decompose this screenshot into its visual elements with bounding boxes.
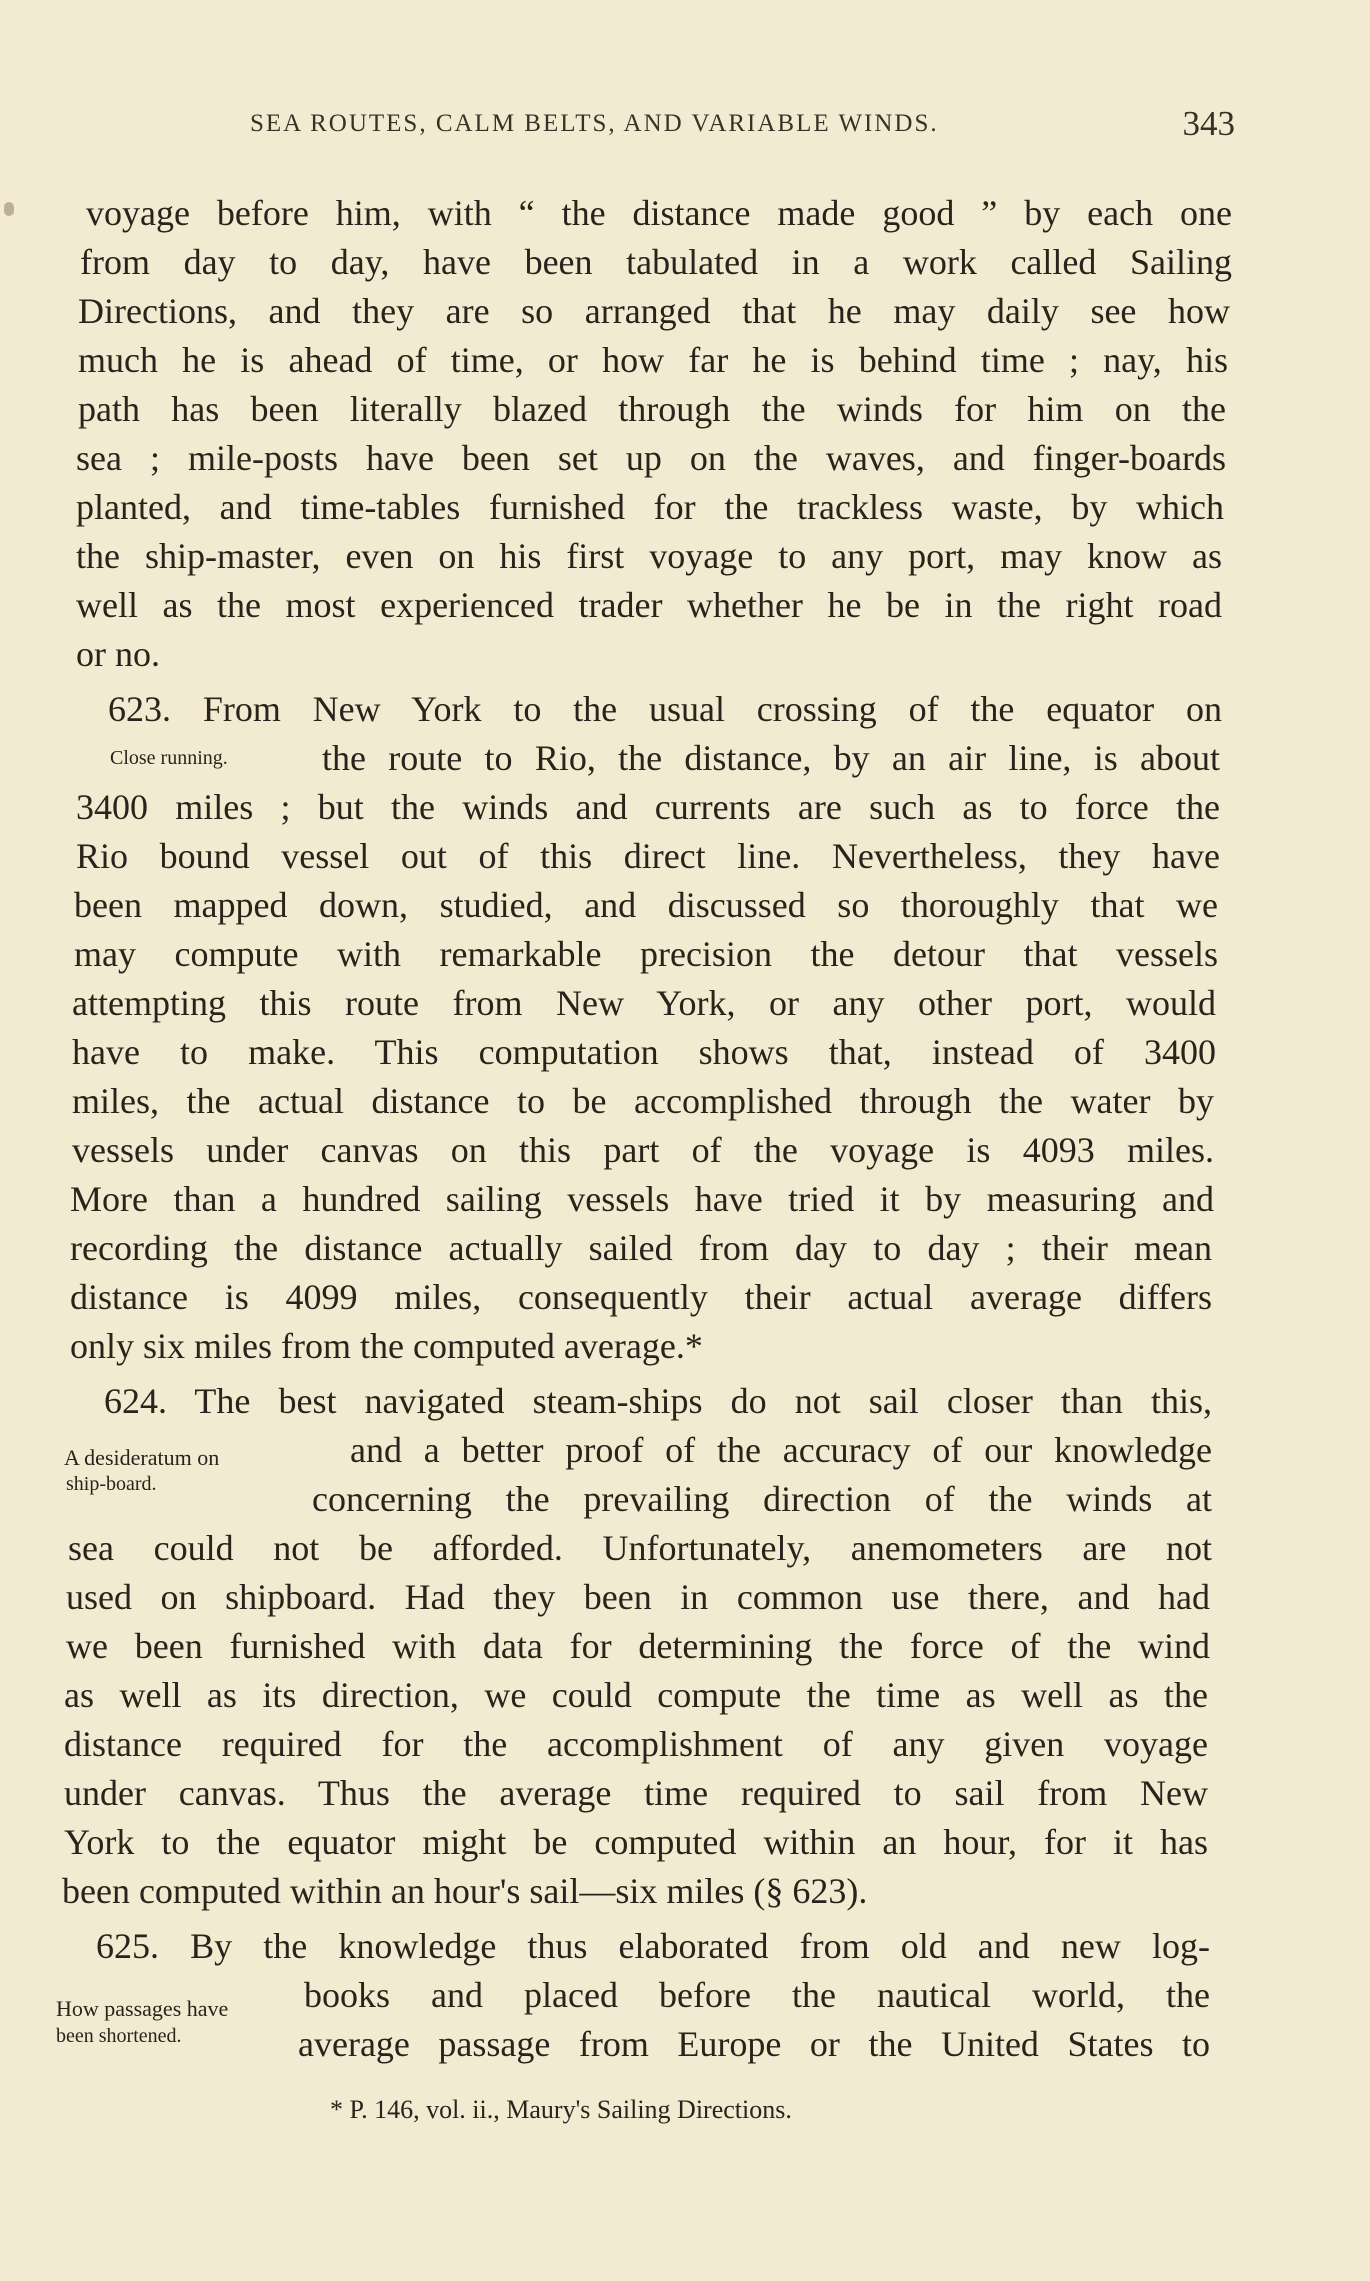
text-line: well as the most experienced trader whether he be in the right road bbox=[76, 585, 1222, 625]
text-line: vessels under canvas on this part of the voyage is 4093 miles. bbox=[72, 1130, 1214, 1170]
text-line: and a better proof of the accuracy of our knowledge bbox=[350, 1430, 1212, 1470]
text-line: sea could not be afforded. Unfortunately, anemometers are not bbox=[68, 1528, 1212, 1568]
text-line: the route to Rio, the distance, by an air line, is about bbox=[322, 738, 1220, 778]
text-line: distance required for the accomplishment of any given voyage bbox=[64, 1724, 1208, 1764]
text-line: may compute with remarkable precision the detour that vessels bbox=[74, 934, 1218, 974]
section-623-start: 623. From New York to the usual crossing of the equator on bbox=[108, 689, 1222, 729]
text-line: planted, and time-tables furnished for the trackless waste, by which bbox=[76, 487, 1224, 527]
text-line: been mapped down, studied, and discussed so thoroughly that we bbox=[74, 885, 1218, 925]
footnote: * P. 146, vol. ii., Maury's Sailing Directions. bbox=[330, 2095, 792, 2124]
text-line: voyage before him, with “ the distance made good ” by each one bbox=[86, 193, 1232, 233]
text-line: More than a hundred sailing vessels have tried it by measuring and bbox=[70, 1179, 1214, 1219]
text-line: recording the distance actually sailed from day to day ; their mean bbox=[70, 1228, 1212, 1268]
ink-blemish bbox=[4, 202, 14, 216]
text-line: average passage from Europe or the United States to bbox=[298, 2024, 1210, 2064]
text-line: Directions, and they are so arranged that he may daily see how bbox=[78, 291, 1230, 331]
text-line: concerning the prevailing direction of the winds at bbox=[312, 1479, 1212, 1519]
text-line: path has been literally blazed through the winds for him on the bbox=[78, 389, 1226, 429]
text-line: we been furnished with data for determining the force of the wind bbox=[66, 1626, 1210, 1666]
running-header bbox=[250, 104, 1235, 148]
marginal-note-desideratum-line2: ship-board. bbox=[66, 1473, 157, 1495]
marginal-note-desideratum-line1: A desideratum on bbox=[64, 1445, 220, 1470]
text-line: as well as its direction, we could compute the time as well as the bbox=[64, 1675, 1208, 1715]
text-line: distance is 4099 miles, consequently their actual average differs bbox=[70, 1277, 1212, 1317]
text-line: much he is ahead of time, or how far he is behind time ; nay, his bbox=[78, 340, 1228, 380]
text-line: York to the equator might be computed within an hour, for it has bbox=[64, 1822, 1208, 1862]
text-line: sea ; mile-posts have been set up on the waves, and finger-boards bbox=[76, 438, 1226, 478]
marginal-note-passages-line1: How passages have bbox=[56, 1996, 229, 2021]
text-line: under canvas. Thus the average time required to sail from New bbox=[64, 1773, 1208, 1813]
text-line: books and placed before the nautical world, the bbox=[304, 1975, 1210, 2015]
text-line: only six miles from the computed average.* bbox=[70, 1326, 703, 1366]
text-line: 3400 miles ; but the winds and currents are such as to force the bbox=[76, 787, 1220, 827]
text-line: used on shipboard. Had they been in common use there, and had bbox=[66, 1577, 1210, 1617]
marginal-note-passages-line2: been shortened. bbox=[56, 2025, 182, 2047]
text-line: miles, the actual distance to be accomplished through the water by bbox=[72, 1081, 1214, 1121]
text-line: the ship-master, even on his first voyage to any port, may know as bbox=[76, 536, 1222, 576]
page-number: 343 bbox=[1182, 104, 1235, 143]
marginal-note-close-running: Close running. bbox=[110, 747, 228, 769]
section-625-start: 625. By the knowledge thus elaborated from old and new log- bbox=[96, 1926, 1210, 1966]
text-line: been computed within an hour's sail—six miles (§ 623). bbox=[62, 1871, 868, 1911]
running-title: SEA ROUTES, CALM BELTS, AND VARIABLE WINDS. bbox=[250, 110, 939, 137]
text-line: from day to day, have been tabulated in a work called Sailing bbox=[80, 242, 1232, 282]
text-line: attempting this route from New York, or any other port, would bbox=[72, 983, 1216, 1023]
section-624-start: 624. The best navigated steam-ships do not sail closer than this, bbox=[104, 1381, 1212, 1421]
text-line: have to make. This computation shows that, instead of 3400 bbox=[72, 1032, 1216, 1072]
text-line: Rio bound vessel out of this direct line. Nevertheless, they have bbox=[76, 836, 1220, 876]
text-line: or no. bbox=[76, 634, 160, 674]
